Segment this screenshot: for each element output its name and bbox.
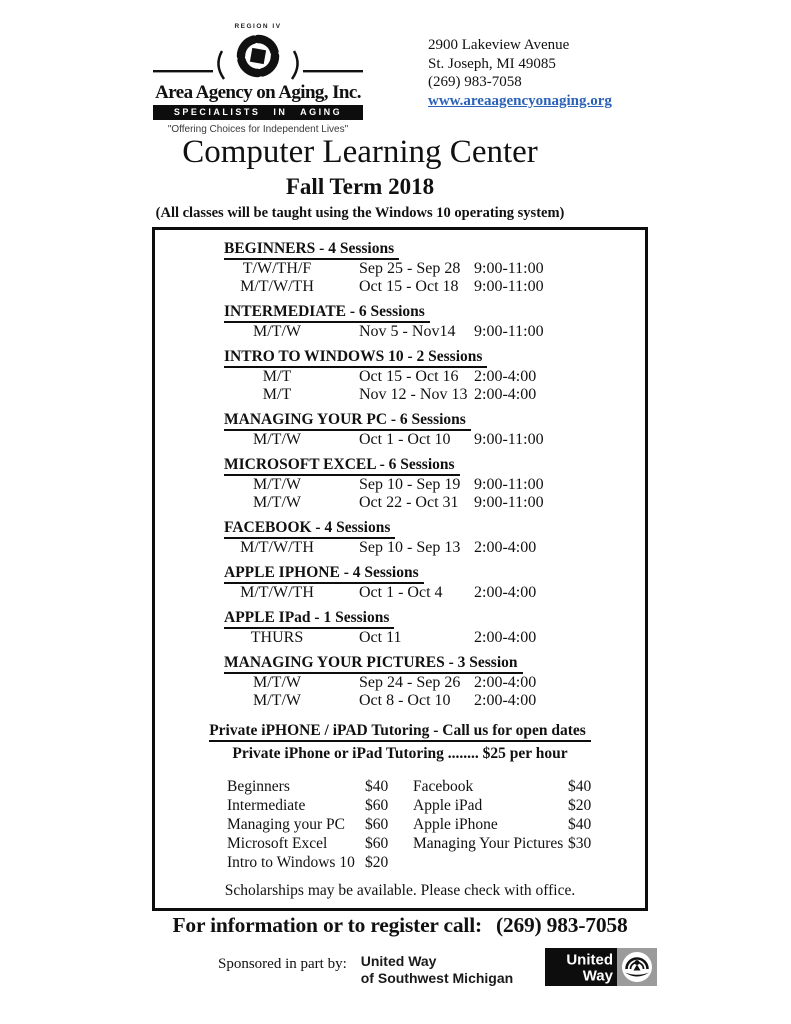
uw-logo-text-line1: United xyxy=(566,951,614,969)
price-name: Beginners xyxy=(227,778,290,795)
course-time: 9:00-11:00 xyxy=(474,260,544,277)
price-name: Managing Your Pictures xyxy=(413,835,564,852)
agency-emblem-icon xyxy=(153,31,363,81)
course-dates: Oct 8 - Oct 10 xyxy=(359,692,451,709)
course-heading: FACEBOOK - 4 Sessions xyxy=(224,519,645,539)
course-dates: Sep 10 - Sep 13 xyxy=(359,539,461,556)
register-label: For information or to register call: xyxy=(172,913,482,937)
price-value: $60 xyxy=(365,835,389,852)
course-row xyxy=(155,431,645,449)
page-title: Computer Learning Center xyxy=(182,134,538,170)
price-value: $60 xyxy=(365,797,389,814)
price-value: $20 xyxy=(568,797,592,814)
title-block xyxy=(0,134,720,222)
course-dates: Oct 15 - Oct 18 xyxy=(359,278,459,295)
course-dates: Oct 15 - Oct 16 xyxy=(359,368,459,385)
course-time: 9:00-11:00 xyxy=(474,494,544,511)
course-dates: Oct 22 - Oct 31 xyxy=(359,494,459,511)
price-row xyxy=(155,796,645,815)
course-heading: MICROSOFT EXCEL - 6 Sessions xyxy=(224,456,645,476)
course-row xyxy=(155,494,645,512)
course-heading: APPLE IPHONE - 4 Sessions xyxy=(224,564,645,584)
tutoring-heading: Private iPHONE / iPAD Tutoring - Call us for open dates xyxy=(155,722,645,742)
course-dates: Sep 25 - Sep 28 xyxy=(359,260,461,277)
price-row xyxy=(155,834,645,853)
course-row xyxy=(155,278,645,296)
course-row xyxy=(155,692,645,710)
course-days: T/W/TH/F xyxy=(242,260,312,277)
course-heading: INTERMEDIATE - 6 Sessions xyxy=(224,303,645,323)
agency-logo-block xyxy=(153,22,363,136)
course-days: M/T/W xyxy=(253,674,301,691)
course-days: M/T/W/TH xyxy=(240,539,314,556)
sponsored-label: Sponsored in part by: xyxy=(218,956,347,972)
org-tagline: "Offering Choices for Independent Lives" xyxy=(167,124,349,135)
course-row xyxy=(155,539,645,557)
course-days: THURS xyxy=(250,629,304,646)
course-row xyxy=(155,629,645,647)
course-time: 9:00-11:00 xyxy=(474,323,544,340)
uw-logo-text-line2: Way xyxy=(582,967,614,985)
term-subtitle: Fall Term 2018 xyxy=(285,174,435,199)
course-time: 9:00-11:00 xyxy=(474,431,544,448)
course-heading: BEGINNERS - 4 Sessions xyxy=(224,240,645,260)
course-dates: Nov 12 - Nov 13 xyxy=(359,386,468,403)
price-value: $40 xyxy=(568,816,592,833)
course-days: M/T/W xyxy=(253,494,301,511)
course-days: M/T/W xyxy=(253,323,301,340)
price-value: $20 xyxy=(365,854,389,871)
price-name: Microsoft Excel xyxy=(227,835,328,852)
course-time: 9:00-11:00 xyxy=(474,278,544,295)
price-name: Intro to Windows 10 xyxy=(227,854,355,871)
course-heading: APPLE IPad - 1 Sessions xyxy=(224,609,645,629)
course-dates: Sep 10 - Sep 19 xyxy=(359,476,461,493)
price-name: Apple iPad xyxy=(413,797,483,814)
course-time: 2:00-4:00 xyxy=(474,629,537,646)
region-label: REGION IV xyxy=(234,23,282,30)
price-name: Managing your PC xyxy=(227,816,345,833)
course-days: M/T xyxy=(262,386,292,403)
sponsor-name-line2: of Southwest Michigan xyxy=(360,969,514,986)
course-time: 9:00-11:00 xyxy=(474,476,544,493)
course-row xyxy=(155,323,645,341)
windows-note: (All classes will be taught using the Windows 10 operating system) xyxy=(155,205,565,221)
course-row xyxy=(155,386,645,404)
course-days: M/T/W xyxy=(253,692,301,709)
price-value: $40 xyxy=(568,778,592,795)
course-days: M/T/W/TH xyxy=(240,278,314,295)
price-name: Facebook xyxy=(413,778,474,795)
website-link[interactable]: www.areaagencyonaging.org xyxy=(428,92,612,109)
course-dates: Sep 24 - Sep 26 xyxy=(359,674,461,691)
tutoring-rate: Private iPhone or iPad Tutoring ........ $25 per hour xyxy=(232,745,568,762)
course-heading: MANAGING YOUR PC - 6 Sessions xyxy=(224,411,645,431)
course-days: M/T/W xyxy=(253,476,301,493)
contact-phone: (269) 983-7058 xyxy=(428,74,522,90)
course-days: M/T/W xyxy=(253,431,301,448)
course-time: 2:00-4:00 xyxy=(474,692,537,709)
course-time: 2:00-4:00 xyxy=(474,584,537,601)
sponsor-name xyxy=(361,953,513,986)
course-row xyxy=(155,674,645,692)
course-dates: Oct 1 - Oct 10 xyxy=(359,431,451,448)
course-time: 2:00-4:00 xyxy=(474,674,537,691)
price-row xyxy=(155,777,645,796)
schedule-box xyxy=(152,227,648,911)
sponsor-name-line1: United Way xyxy=(360,953,437,969)
org-name: Area Agency on Aging, Inc. xyxy=(155,82,361,103)
course-heading: MANAGING YOUR PICTURES - 3 Session xyxy=(224,654,645,674)
price-name xyxy=(413,853,568,872)
address-line-2: St. Joseph, MI 49085 xyxy=(428,55,556,72)
course-dates: Nov 5 - Nov14 xyxy=(359,323,456,340)
price-value: $30 xyxy=(568,835,592,852)
course-time: 2:00-4:00 xyxy=(474,368,537,385)
course-days: M/T/W/TH xyxy=(240,584,314,601)
course-heading: INTRO TO WINDOWS 10 - 2 Sessions xyxy=(224,348,645,368)
united-way-logo-icon xyxy=(545,948,657,986)
price-row xyxy=(155,815,645,834)
course-row xyxy=(155,476,645,494)
price-value: $60 xyxy=(365,816,389,833)
course-row xyxy=(155,584,645,602)
price-name: Intermediate xyxy=(227,797,306,814)
price-name: Apple iPhone xyxy=(413,816,498,833)
course-time: 2:00-4:00 xyxy=(474,386,537,403)
scholarship-note: Scholarships may be available. Please check with office. xyxy=(224,882,576,899)
register-phone: (269) 983-7058 xyxy=(495,913,628,937)
pricing-table xyxy=(155,777,645,872)
specialists-banner: SPECIALISTS IN AGING xyxy=(153,105,363,120)
course-dates: Oct 1 - Oct 4 xyxy=(359,584,443,601)
register-call-line xyxy=(152,913,648,938)
course-dates: Oct 11 xyxy=(359,629,402,646)
price-value: $40 xyxy=(365,778,389,795)
course-row xyxy=(155,260,645,278)
price-row xyxy=(155,853,645,872)
contact-block xyxy=(428,36,612,110)
sponsor-row xyxy=(218,948,657,986)
course-time: 2:00-4:00 xyxy=(474,539,537,556)
course-row xyxy=(155,368,645,386)
course-days: M/T xyxy=(262,368,292,385)
address-line-1: 2900 Lakeview Avenue xyxy=(428,37,570,53)
